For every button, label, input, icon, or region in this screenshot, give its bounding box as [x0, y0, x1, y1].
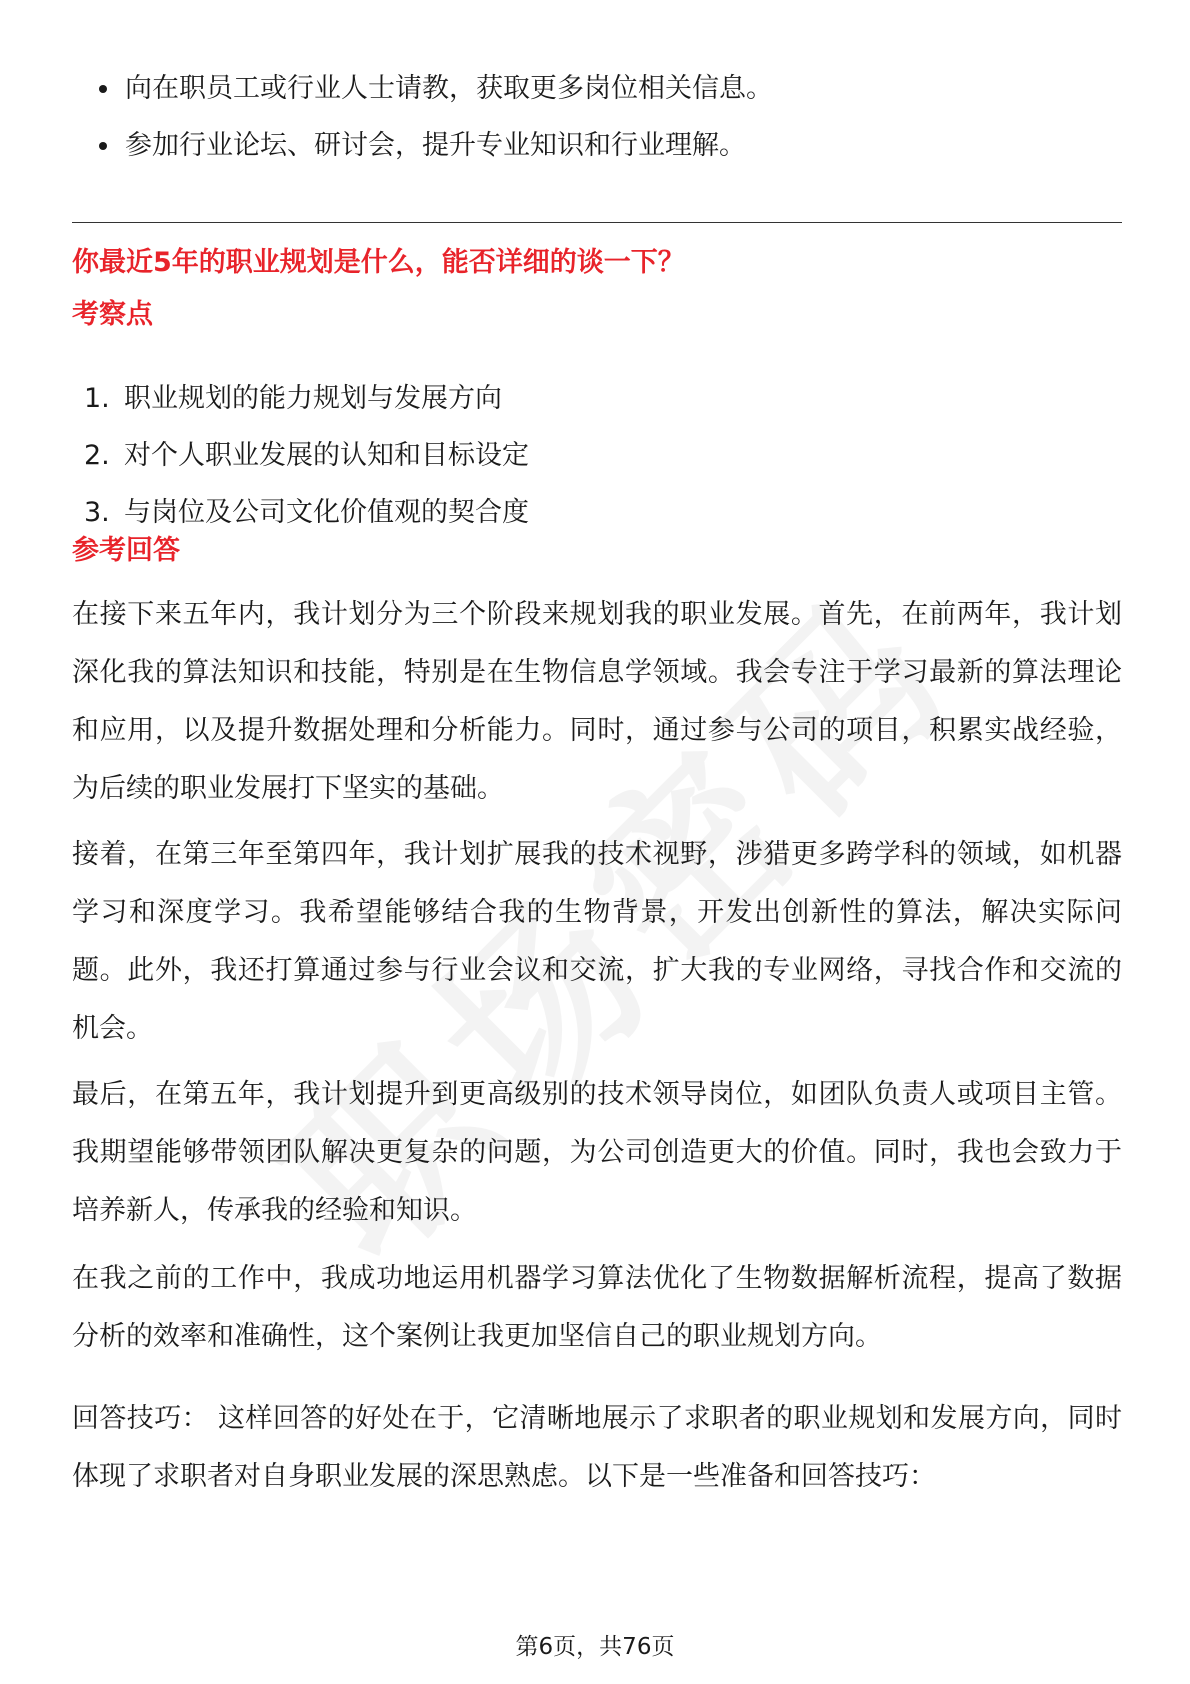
bullet-text: 参加行业论坛、研讨会，提升专业知识和行业理解。	[125, 130, 746, 161]
answer-paragraph: 在我之前的工作中，我成功地运用机器学习算法优化了生物数据解析流程，提高了数据分析的效率和准确性，这个案例让我更加坚信自己的职业规划方向。	[72, 1263, 1122, 1352]
item-number: 3.	[84, 497, 110, 528]
answer-paragraph: 在接下来五年内，我计划分为三个阶段来规划我的职业发展。首先，在前两年，我计划深化我的算法知识和技能，特别是在生物信息学领域。我会专注于学习最新的算法理论和应用，以及提升数据处理和分析能力。同时，通过参与公司的项目，积累实战经验，为后续的职业发展打下坚实的基础。	[72, 599, 1122, 804]
tips-paragraph: 回答技巧： 这样回答的好处在于，它清晰地展示了求职者的职业规划和发展方向，同时体现了求职者对自身职业发展的深思熟虑。以下是一些准备和回答技巧：	[72, 1403, 1122, 1492]
section-divider	[72, 222, 1122, 223]
bullet-icon	[99, 142, 107, 150]
focus-points-list	[84, 370, 529, 541]
answer-paragraph: 最后，在第五年，我计划提升到更高级别的技术领导岗位，如团队负责人或项目主管。我期望能够带领团队解决更复杂的问题，为公司创造更大的价值。同时，我也会致力于培养新人，传承我的经验和知识。	[72, 1079, 1122, 1226]
list-item	[84, 370, 529, 427]
item-text: 对个人职业发展的认知和目标设定	[124, 440, 529, 471]
item-text: 职业规划的能力规划与发展方向	[124, 383, 502, 414]
bullet-icon	[99, 85, 107, 93]
focus-points-heading: 考察点	[72, 299, 153, 330]
list-item	[95, 60, 773, 117]
intro-bullet-list	[95, 60, 773, 174]
bullet-text: 向在职员工或行业人士请教，获取更多岗位相关信息。	[125, 73, 773, 104]
item-text: 与岗位及公司文化价值观的契合度	[124, 497, 529, 528]
page-number: 第6页，共76页	[515, 1634, 675, 1660]
list-item	[95, 117, 773, 174]
reference-answer-heading: 参考回答	[72, 535, 180, 566]
item-number: 2.	[84, 440, 110, 471]
item-number: 1.	[84, 383, 110, 414]
answer-paragraph: 接着，在第三年至第四年，我计划扩展我的技术视野，涉猎更多跨学科的领域，如机器学习和深度学习。我希望能够结合我的生物背景，开发出创新性的算法，解决实际问题。此外，我还打算通过参与行业会议和交流，扩大我的专业网络，寻找合作和交流的机会。	[72, 839, 1122, 1044]
question-title: 你最近5年的职业规划是什么，能否详细的谈一下？	[72, 247, 685, 278]
list-item	[84, 427, 529, 484]
